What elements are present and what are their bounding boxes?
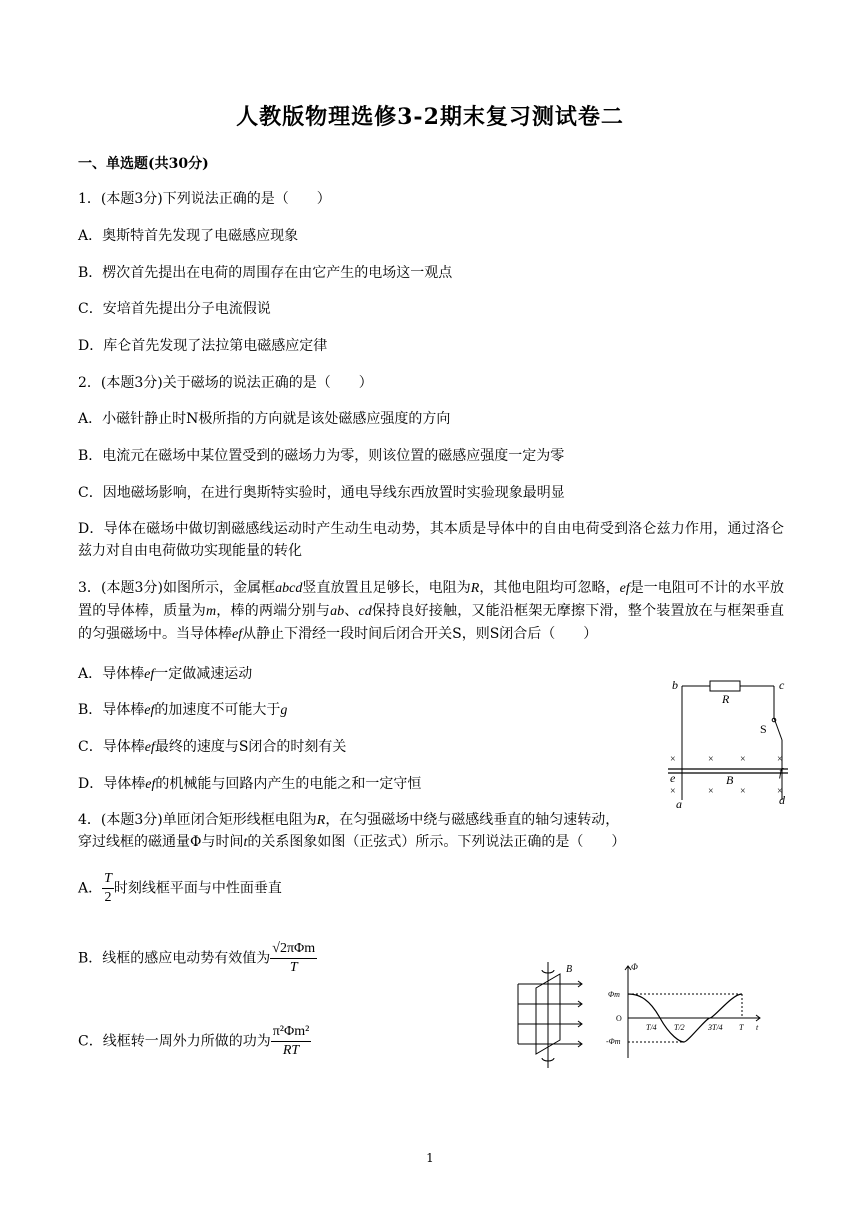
q1-option-b: B．楞次首先提出在电荷的周围存在由它产生的电场这一观点 bbox=[78, 265, 453, 281]
field-mark: × bbox=[740, 786, 746, 797]
q3-option-c: C．导体棒ef最终的速度与S闭合的时刻有关 bbox=[78, 739, 347, 755]
q4-option-b: B．线框的感应电动势有效值为 $\frac{\text{√2πΦm}}{T}$ bbox=[78, 941, 316, 975]
field-mark: × bbox=[708, 786, 714, 797]
page-number: 1 bbox=[426, 1151, 434, 1165]
q4-option-c: C．线框转一周外力所做的功为 $\frac{\text{π²Φm²}}{RT}$ bbox=[78, 1024, 310, 1058]
q3-option-a: A．导体棒ef一定做减速运动 bbox=[78, 666, 253, 682]
q3-option-d: D．导体棒ef的机械能与回路内产生的电能之和一定守恒 bbox=[78, 776, 422, 792]
q4-stem-line2: 穿过线框的磁通量Φ与时间t的关系图象如图（正弦式）所示。下列说法正确的是（ ） bbox=[78, 834, 626, 850]
field-label-B: B bbox=[566, 964, 573, 975]
rotating-coil bbox=[518, 962, 582, 1068]
field-mark: × bbox=[708, 754, 714, 765]
q1-option-d: D．库仑首先发现了法拉第电磁感应定律 bbox=[78, 338, 328, 354]
field-mark: × bbox=[670, 754, 676, 765]
label-b: b bbox=[672, 678, 678, 692]
section-heading: 一、单选题(共30分) bbox=[78, 156, 209, 172]
label-e: e bbox=[670, 771, 676, 785]
tick-phim: Φm bbox=[608, 990, 620, 999]
label-B: B bbox=[726, 773, 734, 787]
tick-3T4: 3T/4 bbox=[708, 1023, 723, 1032]
circuit-figure bbox=[664, 672, 794, 814]
label-S: S bbox=[760, 722, 767, 736]
origin-label: O bbox=[616, 1014, 622, 1023]
q1-stem: 1．(本题3分)下列说法正确的是（ ） bbox=[78, 191, 331, 207]
q2-option-d: D．导体在磁场中做切割磁感线运动时产生动生电动势，其本质是导体中的自由电荷受到洛仑兹力作用，通过洛仑兹力对自由电荷做功实现能量的转化 bbox=[78, 521, 784, 559]
axis-label-t: t bbox=[756, 1023, 759, 1032]
label-d: d bbox=[779, 793, 785, 807]
field-mark: × bbox=[777, 786, 783, 797]
tick-T4: T/4 bbox=[646, 1023, 657, 1032]
flux-figure bbox=[510, 958, 770, 1073]
q1-option-a: A．奥斯特首先发现了电磁感应现象 bbox=[78, 228, 299, 244]
q3-stem: 3．(本题3分)如图所示，金属框abcd竖直放置且足够长，电阻为R，其他电阻均可忽略，ef是一电阻可不计的水平放置的导体棒，质量为m，棒的两端分别与ab、cd保持良好接触，又能沿框架无摩擦下滑，整个装置放在与框架垂直的匀强磁场中。当导体棒ef从静止下滑经一段时间后闭合开关S，则S闭合后（ ） bbox=[78, 580, 785, 642]
q3-option-b: B．导体棒ef的加速度不可能大于g bbox=[78, 702, 288, 718]
q2-option-b: B．电流元在磁场中某位置受到的磁场力为零，则该位置的磁感应强度一定为零 bbox=[78, 448, 565, 464]
axis-label-phi: Φ bbox=[631, 962, 638, 972]
q2-option-a: A．小磁针静止时N极所指的方向就是该处磁感应强度的方向 bbox=[78, 411, 451, 427]
q1-option-c: C．安培首先提出分子电流假说 bbox=[78, 301, 271, 317]
tick-T: T bbox=[739, 1023, 744, 1032]
label-c: c bbox=[779, 678, 785, 692]
label-a: a bbox=[676, 797, 682, 811]
q2-option-c: C．因地磁场影响，在进行奥斯特实验时，通电导线东西放置时实验现象最明显 bbox=[78, 485, 565, 501]
field-mark: × bbox=[777, 754, 783, 765]
tick-negphim: -Φm bbox=[606, 1037, 621, 1046]
page-title: 人教版物理选修3-2期末复习测试卷二 bbox=[236, 104, 624, 130]
q2-stem: 2．(本题3分)关于磁场的说法正确的是（ ） bbox=[78, 375, 373, 391]
label-R: R bbox=[722, 692, 730, 706]
q4-stem-line1: 4．(本题3分)单匝闭合矩形线框电阻为R，在匀强磁场中绕与磁感线垂直的轴匀速转动， bbox=[78, 812, 620, 828]
tick-T2: T/2 bbox=[674, 1023, 685, 1032]
label-f: f bbox=[779, 765, 783, 779]
field-mark: × bbox=[670, 786, 676, 797]
field-mark: × bbox=[740, 754, 746, 765]
flux-graph-axes bbox=[625, 966, 760, 1058]
q4-option-a: A． $\frac{T}{2}$ 时刻线框平面与中性面垂直 bbox=[78, 871, 282, 905]
